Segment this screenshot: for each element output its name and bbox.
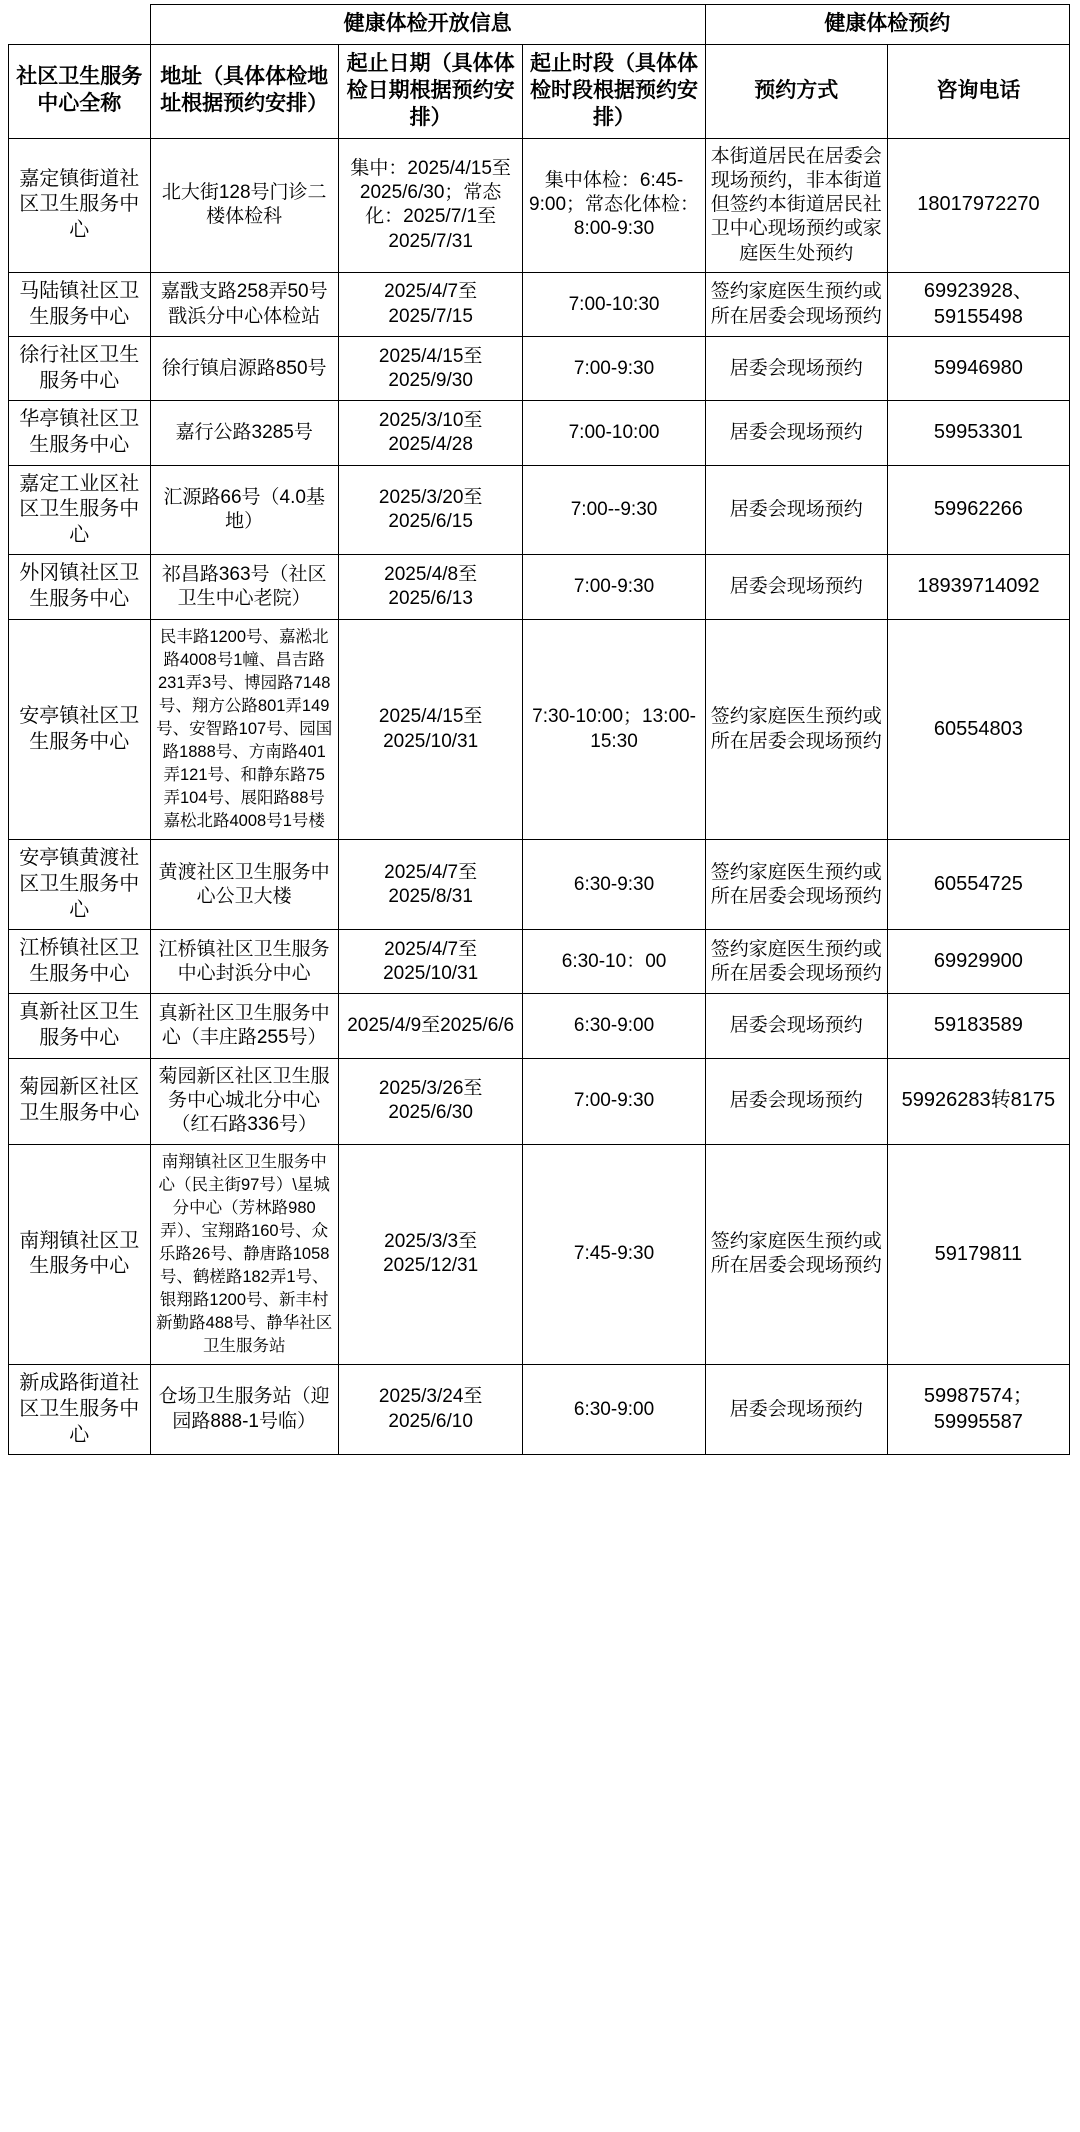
cell-date-range: 2025/3/24至2025/6/10 bbox=[338, 1365, 523, 1455]
cell-time-range: 集中体检：6:45-9:00；常态化体检：8:00-9:30 bbox=[523, 138, 705, 273]
cell-address: 黄渡社区卫生服务中心公卫大楼 bbox=[150, 840, 338, 930]
cell-center-name: 外冈镇社区卫生服务中心 bbox=[9, 555, 151, 619]
cell-date-range: 2025/4/7至2025/10/31 bbox=[338, 930, 523, 994]
table-body bbox=[9, 138, 1070, 1455]
group-header-row bbox=[9, 5, 1070, 45]
cell-address: 北大街128号门诊二楼体检科 bbox=[150, 138, 338, 273]
cell-time-range: 7:30-10:00；13:00-15:30 bbox=[523, 619, 705, 840]
table-row bbox=[9, 138, 1070, 273]
table-row bbox=[9, 1365, 1070, 1455]
cell-date-range: 集中：2025/4/15至2025/6/30；常态化：2025/7/1至2025/7/31 bbox=[338, 138, 523, 273]
cell-phone: 18017972270 bbox=[887, 138, 1069, 273]
cell-appointment-method: 居委会现场预约 bbox=[705, 401, 887, 465]
column-header-center-name: 社区卫生服务中心全称 bbox=[9, 44, 151, 138]
cell-time-range: 6:30-9:00 bbox=[523, 1365, 705, 1455]
table-row bbox=[9, 465, 1070, 555]
cell-phone: 59183589 bbox=[887, 994, 1069, 1058]
cell-appointment-method: 居委会现场预约 bbox=[705, 1365, 887, 1455]
cell-center-name: 安亭镇社区卫生服务中心 bbox=[9, 619, 151, 840]
cell-center-name: 江桥镇社区卫生服务中心 bbox=[9, 930, 151, 994]
table-row bbox=[9, 273, 1070, 337]
table-row bbox=[9, 994, 1070, 1058]
table-row bbox=[9, 930, 1070, 994]
cell-time-range: 6:30-9:30 bbox=[523, 840, 705, 930]
cell-phone: 59953301 bbox=[887, 401, 1069, 465]
header-corner-blank bbox=[9, 5, 151, 45]
cell-address: 真新社区卫生服务中心（丰庄路255号） bbox=[150, 994, 338, 1058]
column-header-address: 地址（具体体检地址根据预约安排） bbox=[150, 44, 338, 138]
table-header bbox=[9, 5, 1070, 139]
cell-appointment-method: 居委会现场预约 bbox=[705, 555, 887, 619]
cell-center-name: 马陆镇社区卫生服务中心 bbox=[9, 273, 151, 337]
column-header-time-range: 起止时段（具体体检时段根据预约安排） bbox=[523, 44, 705, 138]
health-checkup-table bbox=[8, 4, 1070, 1455]
cell-appointment-method: 签约家庭医生预约或所在居委会现场预约 bbox=[705, 930, 887, 994]
cell-date-range: 2025/3/3至2025/12/31 bbox=[338, 1144, 523, 1365]
cell-appointment-method: 本街道居民在居委会现场预约，非本街道但签约本街道居民社卫中心现场预约或家庭医生处预约 bbox=[705, 138, 887, 273]
cell-date-range: 2025/4/7至2025/7/15 bbox=[338, 273, 523, 337]
cell-center-name: 嘉定工业区社区卫生服务中心 bbox=[9, 465, 151, 555]
cell-date-range: 2025/4/15至2025/9/30 bbox=[338, 337, 523, 401]
table-row bbox=[9, 1144, 1070, 1365]
cell-phone: 69929900 bbox=[887, 930, 1069, 994]
cell-phone: 59926283转8175 bbox=[887, 1058, 1069, 1144]
cell-appointment-method: 签约家庭医生预约或所在居委会现场预约 bbox=[705, 840, 887, 930]
table-row bbox=[9, 337, 1070, 401]
cell-appointment-method: 居委会现场预约 bbox=[705, 994, 887, 1058]
cell-date-range: 2025/4/7至2025/8/31 bbox=[338, 840, 523, 930]
cell-center-name: 菊园新区社区卫生服务中心 bbox=[9, 1058, 151, 1144]
cell-time-range: 7:00-10:00 bbox=[523, 401, 705, 465]
table-row bbox=[9, 555, 1070, 619]
cell-phone: 60554725 bbox=[887, 840, 1069, 930]
cell-address: 菊园新区社区卫生服务中心城北分中心（红石路336号） bbox=[150, 1058, 338, 1144]
group-header-open-info: 健康体检开放信息 bbox=[150, 5, 705, 45]
cell-date-range: 2025/3/26至2025/6/30 bbox=[338, 1058, 523, 1144]
cell-date-range: 2025/4/8至2025/6/13 bbox=[338, 555, 523, 619]
column-header-row bbox=[9, 44, 1070, 138]
cell-address: 仓场卫生服务站（迎园路888-1号临） bbox=[150, 1365, 338, 1455]
cell-address: 祁昌路363号（社区卫生中心老院） bbox=[150, 555, 338, 619]
cell-date-range: 2025/3/10至2025/4/28 bbox=[338, 401, 523, 465]
cell-center-name: 徐行社区卫生服务中心 bbox=[9, 337, 151, 401]
cell-phone: 18939714092 bbox=[887, 555, 1069, 619]
cell-address: 民丰路1200号、嘉淞北路4008号1幢、昌吉路231弄3号、博园路7148号、翔方公路801弄149号、安智路107号、园国路1888号、方南路401弄121号、和静东路75弄104号、展阳路88号嘉松北路4008号1号楼 bbox=[150, 619, 338, 840]
cell-center-name: 嘉定镇街道社区卫生服务中心 bbox=[9, 138, 151, 273]
cell-address: 汇源路66号（4.0基地） bbox=[150, 465, 338, 555]
cell-phone: 59987574；59995587 bbox=[887, 1365, 1069, 1455]
column-header-date-range: 起止日期（具体体检日期根据预约安排） bbox=[338, 44, 523, 138]
cell-time-range: 7:00--9:30 bbox=[523, 465, 705, 555]
cell-date-range: 2025/4/9至2025/6/6 bbox=[338, 994, 523, 1058]
cell-phone: 60554803 bbox=[887, 619, 1069, 840]
group-header-appointment: 健康体检预约 bbox=[705, 5, 1069, 45]
cell-appointment-method: 签约家庭医生预约或所在居委会现场预约 bbox=[705, 1144, 887, 1365]
cell-address: 徐行镇启源路850号 bbox=[150, 337, 338, 401]
cell-time-range: 7:00-9:30 bbox=[523, 555, 705, 619]
cell-center-name: 安亭镇黄渡社区卫生服务中心 bbox=[9, 840, 151, 930]
cell-center-name: 新成路街道社区卫生服务中心 bbox=[9, 1365, 151, 1455]
cell-appointment-method: 居委会现场预约 bbox=[705, 465, 887, 555]
cell-address: 嘉行公路3285号 bbox=[150, 401, 338, 465]
cell-appointment-method: 签约家庭医生预约或所在居委会现场预约 bbox=[705, 619, 887, 840]
cell-phone: 59179811 bbox=[887, 1144, 1069, 1365]
cell-time-range: 7:00-10:30 bbox=[523, 273, 705, 337]
column-header-phone: 咨询电话 bbox=[887, 44, 1069, 138]
cell-time-range: 7:45-9:30 bbox=[523, 1144, 705, 1365]
column-header-appointment-method: 预约方式 bbox=[705, 44, 887, 138]
cell-phone: 59946980 bbox=[887, 337, 1069, 401]
cell-time-range: 6:30-9:00 bbox=[523, 994, 705, 1058]
table-row bbox=[9, 619, 1070, 840]
cell-time-range: 6:30-10：00 bbox=[523, 930, 705, 994]
cell-address: 南翔镇社区卫生服务中心（民主街97号）\星城分中心（芳林路980弄）、宝翔路160号、众乐路26号、静唐路1058号、鹤槎路182弄1号、银翔路1200号、新丰村新勤路488号、静华社区卫生服务站 bbox=[150, 1144, 338, 1365]
cell-appointment-method: 签约家庭医生预约或所在居委会现场预约 bbox=[705, 273, 887, 337]
table-row bbox=[9, 1058, 1070, 1144]
cell-address: 嘉戬支路258弄50号戬浜分中心体检站 bbox=[150, 273, 338, 337]
table-row bbox=[9, 401, 1070, 465]
cell-center-name: 南翔镇社区卫生服务中心 bbox=[9, 1144, 151, 1365]
cell-date-range: 2025/3/20至2025/6/15 bbox=[338, 465, 523, 555]
cell-appointment-method: 居委会现场预约 bbox=[705, 1058, 887, 1144]
table-row bbox=[9, 840, 1070, 930]
cell-date-range: 2025/4/15至2025/10/31 bbox=[338, 619, 523, 840]
cell-center-name: 华亭镇社区卫生服务中心 bbox=[9, 401, 151, 465]
cell-appointment-method: 居委会现场预约 bbox=[705, 337, 887, 401]
cell-center-name: 真新社区卫生服务中心 bbox=[9, 994, 151, 1058]
cell-time-range: 7:00-9:30 bbox=[523, 1058, 705, 1144]
cell-phone: 69923928、59155498 bbox=[887, 273, 1069, 337]
cell-address: 江桥镇社区卫生服务中心封浜分中心 bbox=[150, 930, 338, 994]
cell-phone: 59962266 bbox=[887, 465, 1069, 555]
cell-time-range: 7:00-9:30 bbox=[523, 337, 705, 401]
